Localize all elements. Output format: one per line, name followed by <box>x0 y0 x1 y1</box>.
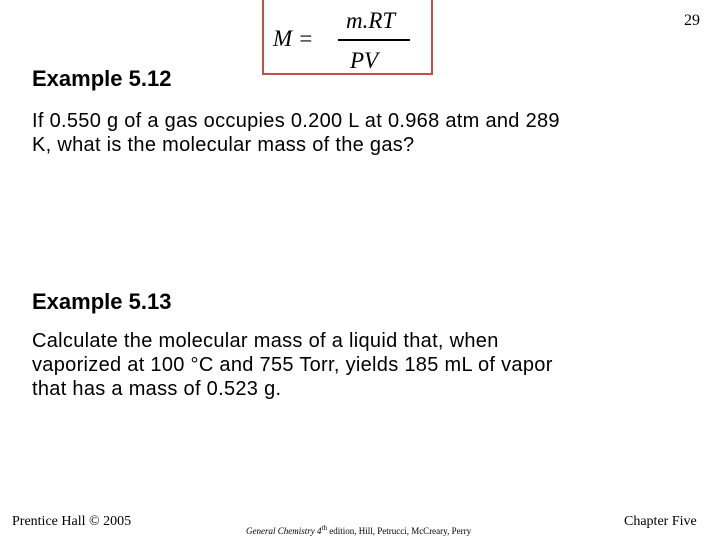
footer-citation <box>246 524 471 536</box>
example-text-1: If 0.550 g of a gas occupies 0.200 L at 0.968 atm and 289 K, what is the molecular mass of the gas? <box>32 110 560 156</box>
example-heading-2: Example 5.13 <box>32 289 172 314</box>
footer-edition-sup: th <box>321 524 327 532</box>
footer-authors: edition, Hill, Petrucci, McCreary, Perry <box>326 526 472 536</box>
example-heading-1: Example 5.12 <box>32 66 172 91</box>
formula-box <box>262 0 433 75</box>
footer-chapter: Chapter Five <box>624 514 697 529</box>
formula-denominator: PV <box>350 48 379 73</box>
fraction-bar <box>338 39 410 41</box>
formula-numerator: m.RT <box>346 8 396 33</box>
footer-book-title: General Chemistry 4 <box>246 526 322 536</box>
footer-publisher: Prentice Hall © 2005 <box>12 514 132 529</box>
formula-lhs: M = <box>273 26 314 51</box>
example-text-2: Calculate the molecular mass of a liquid that, when vaporized at 100 °C and 755 Torr, yields 185 mL of vapor that has a mass of 0.523 g. <box>32 330 553 400</box>
slide-number: 29 <box>684 12 700 29</box>
